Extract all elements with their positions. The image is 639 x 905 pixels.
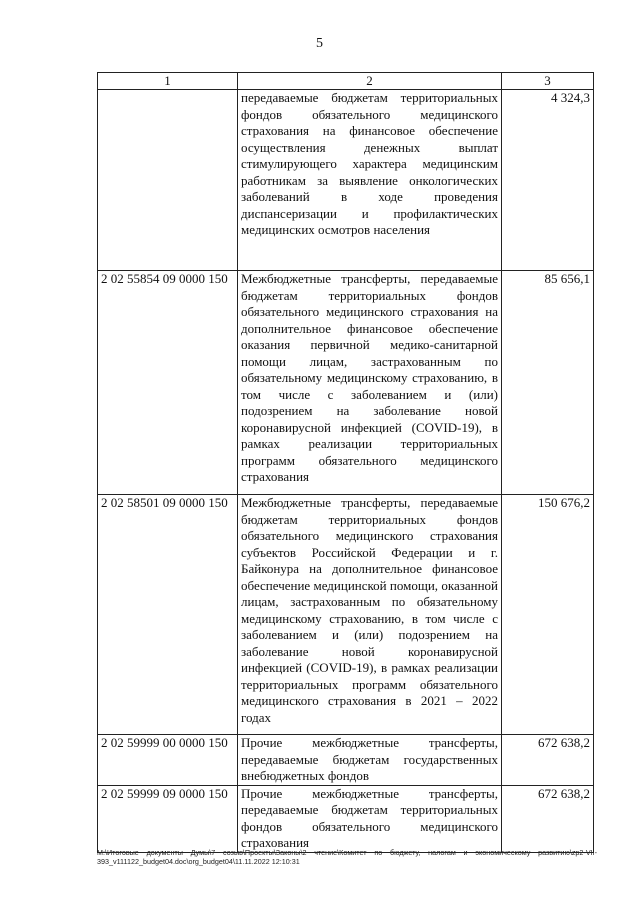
table-row [98,495,594,735]
row-amount: 85 656,1 [502,271,594,495]
column-header-amount: 3 [502,73,594,90]
row-code: 2 02 58501 09 0000 150 [98,495,238,735]
row-code: 2 02 55854 09 0000 150 [98,271,238,495]
page-number: 5 [316,36,323,51]
row-amount: 150 676,2 [502,495,594,735]
column-header-code: 1 [98,73,238,90]
file-path-footer: M:\Итоговые документы Думы\7 созыв\Проекты\Законы\2 чтение\Комитет по бюджету, налогам и экономическому развитию\zp2-VII-393_v111122_budget04.doc\org_budget04\11.11.2022 12:10:31 [97,848,597,866]
row-amount: 4 324,3 [502,90,594,271]
table-header-row [98,73,594,90]
row-description: Межбюджетные трансферты, передаваемые бюджетам территориальных фондов обязательного медицинского страхования субъектов Российской Федерации и г. Байконура на дополнительное финансовое обеспечение медицинской помощи, оказанной лицам, застрахованным по обязательному медицинскому страхованию, в том числе с заболеванием и (или) подозрением на заболевание новой коронавирусной инфекцией (COVID-19), в рамках реализации территориальных программ обязательного медицинского страхования в 2021 – 2022 годах [238,495,502,735]
table-row [98,785,594,852]
row-code: 2 02 59999 00 0000 150 [98,735,238,786]
row-description: передаваемые бюджетам территориальных фондов обязательного медицинского страхования на финансовое обеспечение осуществления денежных выплат стимулирующего характера медицинским работникам за выявление онкологических заболеваний в ходе проведения диспансеризации и профилактических медицинских осмотров населения [238,90,502,271]
row-amount: 672 638,2 [502,785,594,852]
row-description: Прочие межбюджетные трансферты, передаваемые бюджетам территориальных фондов обязательного медицинского страхования [238,785,502,852]
table-row [98,735,594,786]
row-description: Межбюджетные трансферты, передаваемые бюджетам территориальных фондов обязательного медицинского страхования на дополнительное финансовое обеспечение оказания первичной медико-санитарной помощи лицам, застрахованным по обязательному медицинскому страхованию, в том числе с заболеванием и (или) подозрением на заболевание новой коронавирусной инфекцией (COVID-19), в рамках реализации территориальных программ обязательного медицинского страхования [238,271,502,495]
row-code: 2 02 59999 09 0000 150 [98,785,238,852]
row-code [98,90,238,271]
row-amount: 672 638,2 [502,735,594,786]
budget-table [97,72,594,853]
table-row [98,271,594,495]
row-description: Прочие межбюджетные трансферты, передаваемые бюджетам государственных внебюджетных фондов [238,735,502,786]
table-row [98,90,594,271]
column-header-description: 2 [238,73,502,90]
